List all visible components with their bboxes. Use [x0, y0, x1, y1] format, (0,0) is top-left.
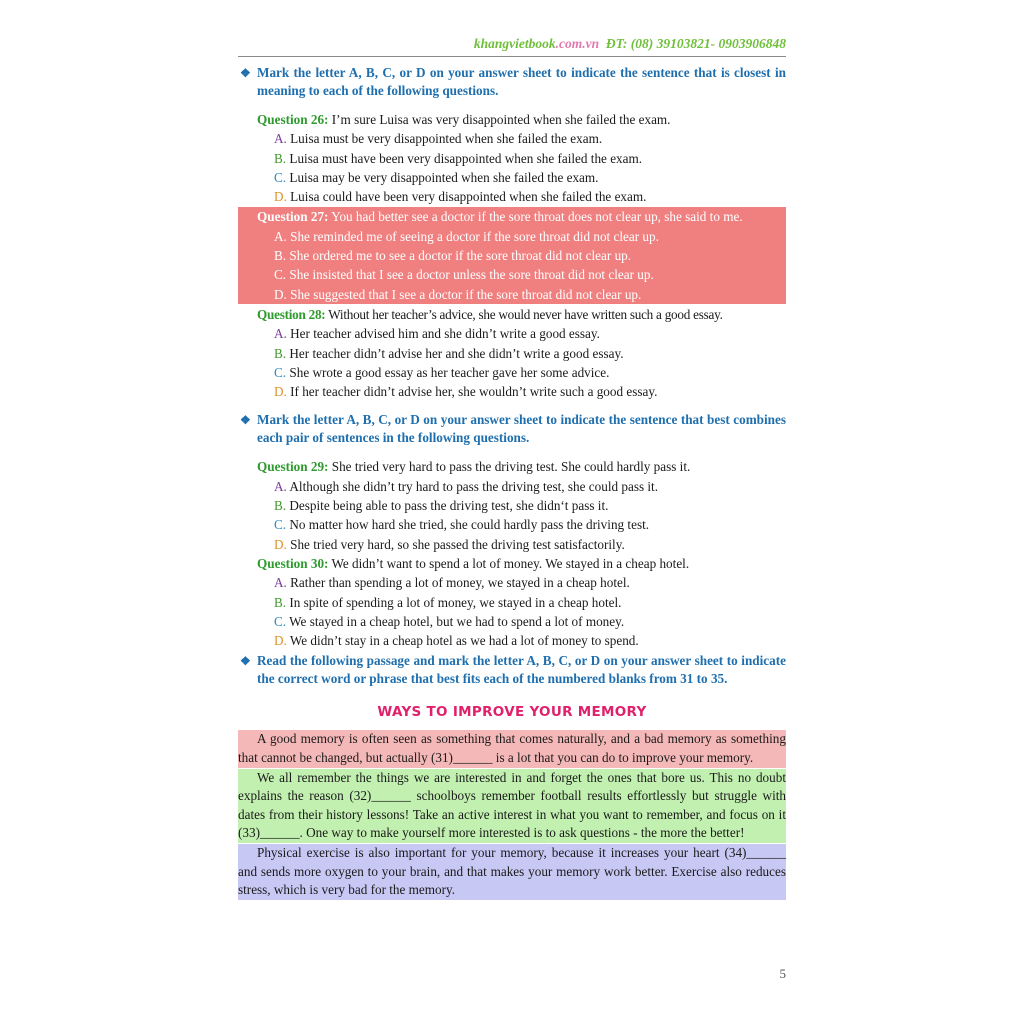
option-d: D. She suggested that I see a doctor if the sore throat did not clear up.: [274, 286, 642, 302]
site-domain: .com.vn: [555, 36, 600, 51]
site-name: khangvietbook: [473, 36, 556, 51]
question-27: [238, 207, 786, 303]
option-a: A. Luisa must be very disappointed when she failed the exam.: [274, 131, 603, 147]
option-c: C. She insisted that I see a doctor unless the sore throat did not clear up.: [274, 267, 654, 283]
option-a: A. Rather than spending a lot of money, we stayed in a cheap hotel.: [274, 575, 630, 591]
question-text: Without her teacher’s advice, she would never have written such a good essay.: [328, 306, 723, 322]
passage-paragraph-2: We all remember the things we are interested in and forget the ones that bore us. This no doubt explains the reason (32)______ schoolboys remember football results effortlessly but struggle with dates from their history lessons! Take an active interest in what you want to remember, and focus on it (33)______. One way to make yourself more interested is to ask questions - the more the better!: [238, 769, 786, 843]
header-rule: [238, 56, 786, 57]
passage-title: WAYS TO IMPROVE YOUR MEMORY: [377, 704, 647, 721]
option-c: C. Luisa may be very disappointed when she failed the exam.: [274, 169, 599, 185]
option-a: A. She reminded me of seeing a doctor if the sore throat did not clear up.: [274, 228, 659, 244]
option-b: B. She ordered me to see a doctor if the sore throat did not clear up.: [274, 248, 632, 264]
option-d: D. We didn’t stay in a cheap hotel as we had a lot of money to spend.: [274, 633, 639, 649]
page-number: 5: [779, 966, 786, 981]
question-30: [238, 554, 786, 650]
question-text: I’m sure Luisa was very disappointed when she failed the exam.: [331, 112, 671, 127]
option-c: C. We stayed in a cheap hotel, but we had to spend a lot of money.: [274, 613, 625, 629]
question-label: Question 30:: [257, 555, 329, 571]
option-b: B. In spite of spending a lot of money, we stayed in a cheap hotel.: [274, 594, 622, 610]
option-b: B. Despite being able to pass the driving test, she didn‘t pass it.: [274, 498, 609, 514]
option-d: D. Luisa could have been very disappointed when she failed the exam.: [274, 189, 647, 205]
instruction-3: ❖ Read the following passage and mark the letter A, B, C, or D on your answer sheet to indicate the correct word or phrase that best fits each of the numbered blanks from 31 to 35.: [240, 653, 786, 687]
question-label: Question 27:: [257, 209, 329, 225]
diamond-bullet-icon: ❖: [240, 66, 251, 80]
passage-paragraph-1: A good memory is often seen as something that comes naturally, and a bad memory as something that cannot be changed, but actually (31)______ is a lot that you can do to improve your memory.: [238, 730, 786, 768]
instruction-1: ❖ Mark the letter A, B, C, or D on your answer sheet to indicate the sentence that is closest in meaning to each of the following questions.: [240, 65, 786, 98]
question-label: Question 29:: [257, 459, 329, 475]
option-a: A. Her teacher advised him and she didn’t write a good essay.: [274, 326, 600, 342]
phone-number: ĐT: (08) 39103821- 0903906848: [605, 36, 786, 51]
question-26: [238, 110, 786, 206]
passage-paragraph-3: Physical exercise is also important for your memory, because it increases your heart (34)______ and sends more oxygen to your brain, and that makes your memory work better. Exercise also reduces stress, which is very bad for the memory.: [238, 844, 786, 900]
diamond-bullet-icon: ❖: [240, 413, 251, 428]
page-header: [238, 36, 786, 52]
option-d: D. She tried very hard, so she passed the driving test satisfactorily.: [274, 536, 625, 552]
question-28: [238, 305, 786, 401]
question-29: [238, 457, 786, 553]
option-c: C. No matter how hard she tried, she could hardly pass the driving test.: [274, 517, 650, 533]
option-d: D. If her teacher didn’t advise her, she wouldn’t write such a good essay.: [274, 384, 658, 400]
question-label: Question 28:: [257, 306, 326, 322]
instruction-2: ❖ Mark the letter A, B, C, or D on your answer sheet to indicate the sentence that best combines each pair of sentences in the following questions.: [240, 412, 786, 446]
option-c: C. She wrote a good essay as her teacher gave her some advice.: [274, 364, 610, 380]
question-text: We didn’t want to spend a lot of money. We stayed in a cheap hotel.: [331, 555, 690, 571]
option-b: B. Luisa must have been very disappointed when she failed the exam.: [274, 150, 643, 166]
page-content: [238, 64, 786, 900]
option-b: B. Her teacher didn’t advise her and she didn’t write a good essay.: [274, 345, 624, 361]
question-label: Question 26:: [257, 112, 329, 127]
question-text: You had better see a doctor if the sore throat does not clear up, she said to me.: [331, 209, 743, 225]
question-text: She tried very hard to pass the driving test. She could hardly pass it.: [331, 459, 691, 475]
diamond-bullet-icon: ❖: [240, 654, 251, 669]
option-a: A. Although she didn’t try hard to pass the driving test, she could pass it.: [274, 478, 659, 494]
